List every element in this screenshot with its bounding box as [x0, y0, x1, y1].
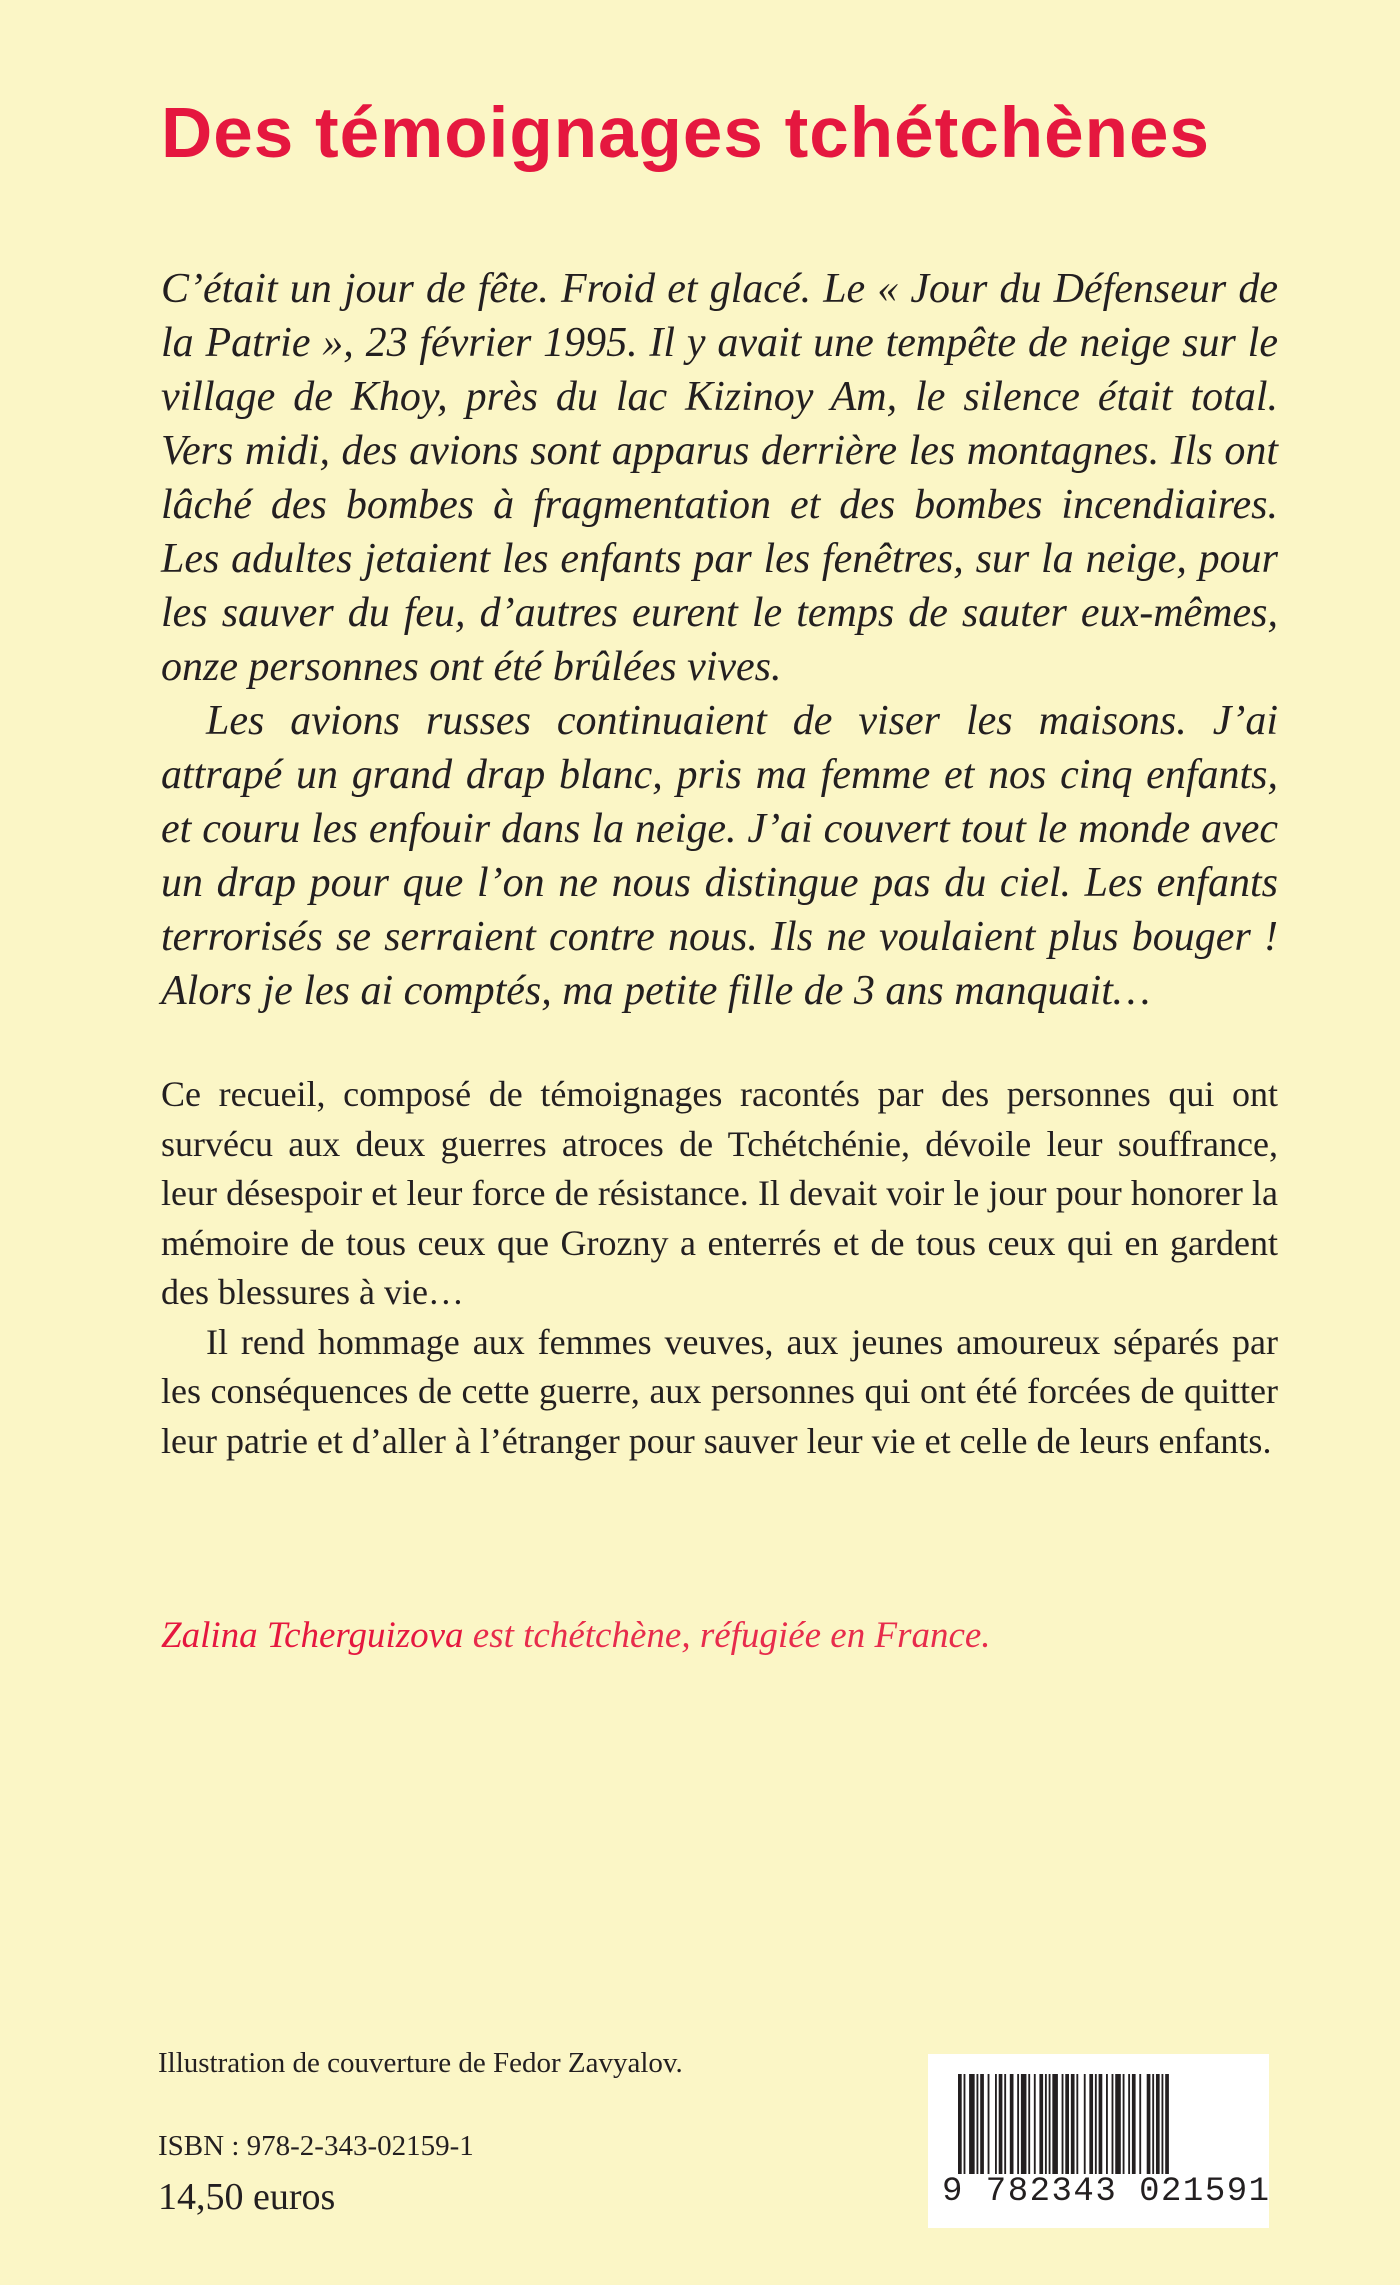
summary-paragraph: Ce recueil, composé de témoignages racontés par des personnes qui ont survécu aux deux guerres atroces de Tchétchénie, dévoile leur souffrance, leur désespoir et leur force de résistance. Il devait voir le jour pour honorer la mémoire de tous ceux que Grozny a enterrés et de tous ceux qui en gardent des blessures à vie… — [161, 1074, 1278, 1312]
summary-block — [161, 1070, 1278, 1466]
barcode-digits: 9 782343 021591 — [942, 2173, 1271, 2211]
author-note — [161, 1612, 991, 1660]
isbn: ISBN : 978-2-343-02159-1 — [158, 2130, 474, 2162]
excerpt-paragraph: C’était un jour de fête. Froid et glacé. Le « Jour du Défenseur de la Patrie », 23 février 1995. Il y avait une tempête de neige sur le village de Khoy, près du lac Kizinoy Am, le silence était total. Vers midi, des avions sont apparus derrière les montagnes. Ils ont lâché des bombes à fragmentation et des bombes incendiaires. Les adultes jetaient les enfants par les fenêtres, sur la neige, pour les sauver du feu, d’autres eurent le temps de sauter eux-mêmes, onze personnes ont été brûlées vives. — [161, 266, 1278, 690]
barcode — [928, 2054, 1269, 2228]
barcode-bars — [956, 2074, 1241, 2174]
author-bio: est tchétchène, réfugiée en France. — [463, 1615, 991, 1656]
author-name: Zalina Tcherguizova — [161, 1615, 464, 1656]
price: 14,50 euros — [158, 2176, 336, 2218]
excerpt-block — [161, 262, 1278, 1018]
illustration-credit: Illustration de couverture de Fedor Zavyalov. — [158, 2047, 683, 2079]
book-title: Des témoignages tchétchènes — [161, 94, 1210, 173]
summary-paragraph: Il rend hommage aux femmes veuves, aux jeunes amoureux séparés par les conséquences de cette guerre, aux personnes qui ont été forcées de quitter leur patrie et d’aller à l’étranger pour sauver leur vie et celle de leurs enfants. — [161, 1321, 1278, 1461]
excerpt-paragraph: Les avions russes continuaient de viser les maisons. J’ai attrapé un grand drap blanc, pris ma femme et nos cinq enfants, et couru les enfouir dans la neige. J’ai couvert tout le monde avec un drap pour que l’on ne nous distingue pas du ciel. Les enfants terrorisés se serraient contre nous. Ils ne voulaient plus bouger ! Alors je les ai comptés, ma petite fille de 3 ans manquait… — [161, 698, 1278, 1014]
